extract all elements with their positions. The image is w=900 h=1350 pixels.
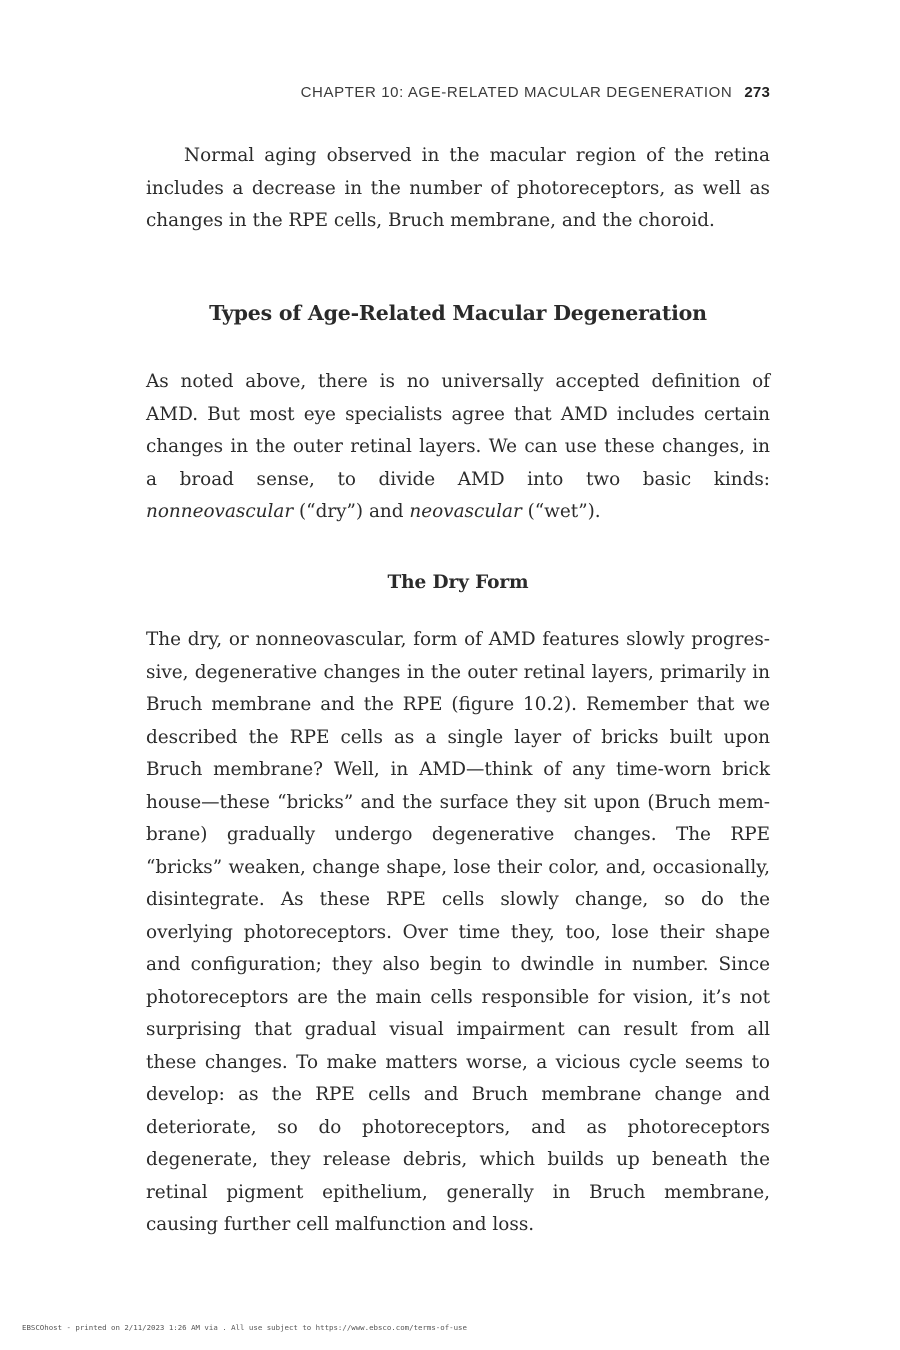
section-heading-dry-form: The Dry Form [387,572,529,593]
page-number: 273 [744,84,770,101]
dry-form-paragraph: The dry, or nonneovascular, form of AMD features slowly progressive, degenerative changes in the outer retinal layers, primarily in Bruch membrane and the RPE (figure 10.2). Remember that we described the RPE cells as a single layer of bricks built upon Bruch membrane? Well, in AMD—think of any time-worn brick house—these “bricks” and the surface they sit upon (Bruch membrane) gradually undergo degenerative changes. The RPE “bricks” weaken, change shape, lose their color, and, occasionally, disintegrate. As these RPE cells slowly change, so do the overlying photoreceptors. Over time they, too, lose their shape and configuration; they also begin to dwindle in number. Since photoreceptors are the main cells responsible for vision, it’s not surprising that gradual visual impairment can result from all these changes. To make matters worse, a vicious cycle seems to develop: as the RPE cells and Bruch membrane change and deteriorate, so do photoreceptors, and as photoreceptors degenerate, they release debris, which builds up beneath the retinal pigment epithelium, generally in Bruch membrane, causing further cell malfunction and loss. [146,629,770,1235]
types-paragraph-part2: (“dry”) and [293,501,410,522]
types-paragraph [146,366,770,529]
chapter-title: CHAPTER 10: AGE-RELATED MACULAR DEGENERATION [300,84,733,101]
types-paragraph-part3: (“wet”). [521,501,601,522]
running-head [146,84,770,101]
intro-paragraph: Normal aging observed in the macular region of the retina includes a decrease in the number of photoreceptors, as well as changes in the RPE cells, Bruch membrane, and the choroid. [146,145,770,231]
section-heading-types: Types of Age-Related Macular Degeneration [209,301,707,325]
term-neovascular: neovascular [409,501,522,522]
types-paragraph-part1: As noted above, there is no universally accepted definition of AMD. But most eye specialists agree that AMD includes certain changes in the outer retinal layers. We can use these changes, in a broad sense, to divide AMD into two basic kinds: [146,371,770,490]
print-footer: EBSCOhost - printed on 2/11/2023 1:26 AM via . All use subject to https://www.ebsco.com/terms-of-use [22,1323,467,1332]
term-nonneovascular: nonneovascular [146,501,294,522]
